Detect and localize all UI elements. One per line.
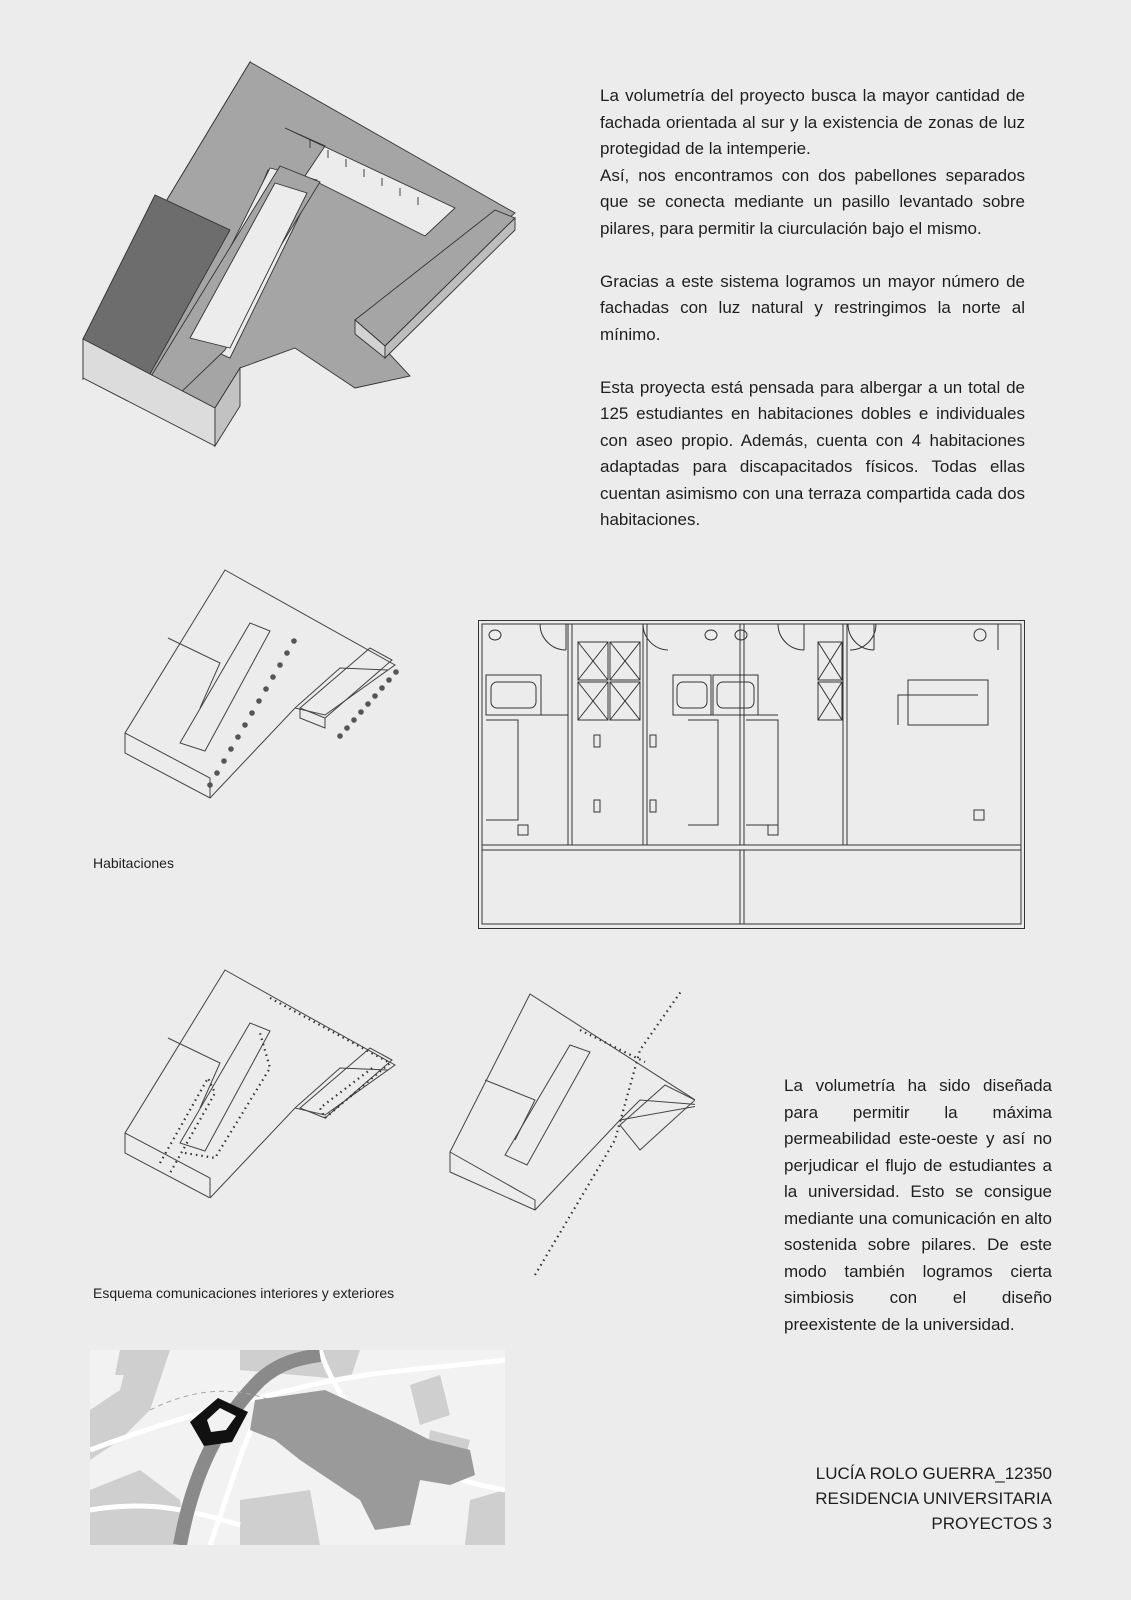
site-plan — [90, 1350, 505, 1545]
project-title: RESIDENCIA UNIVERSITARIA — [815, 1489, 1052, 1508]
intro-paragraph-3: Gracias a este sistema logramos un mayor número de fachadas con luz natural y restringimos la norte al mínimo. — [600, 271, 1025, 344]
intro-paragraph-1: La volumetría del proyecto busca la mayor cantidad de fachada orientada al sur y la existencia de zonas de luz protegidad de la intemperie. — [600, 86, 1025, 158]
intro-paragraph-2: Así, nos encontramos con dos pabellones separados que se conecta mediante un pasillo levantado sobre pilares, para permitir la ciurculación bajo el mismo. — [600, 165, 1025, 238]
permeability-text: La volumetría ha sido diseñada para permitir la máxima permeabilidad este-oeste y así no perjudicar el flujo de estudiantes a la universidad. Esto se consigue mediante una comunicación en alto sostenida sobre pilares. De este modo también logramos cierta simbiosis con el diseño preexistente de la universidad. — [784, 1076, 1052, 1334]
rooms-caption: Habitaciones — [93, 855, 174, 871]
rooms-axonometric — [120, 568, 410, 818]
course-name: PROYECTOS 3 — [931, 1514, 1052, 1533]
massing-axonometric — [80, 58, 530, 458]
intro-text — [600, 83, 1025, 534]
exterior-circulation-axonometric — [445, 990, 695, 1280]
author-name: LUCÍA ROLO GUERRA_12350 — [815, 1464, 1052, 1483]
circulation-caption: Esquema comunicaciones interiores y exteriores — [93, 1285, 395, 1301]
room-dots — [207, 638, 399, 788]
interior-route — [160, 998, 390, 1173]
credits — [760, 1461, 1052, 1536]
rooms-floor-plan — [478, 620, 1026, 930]
intro-paragraph-4: Esta proyecta está pensada para albergar a un total de 125 estudiantes en habitaciones dobles e individuales con aseo propio. Además, cuenta con 4 habitaciones adaptadas para discapacitados físicos. Todas ellas cuentan asimismo con una terraza compartida cada dos habitaciones. — [600, 377, 1025, 529]
interior-circulation-axonometric — [120, 968, 410, 1198]
